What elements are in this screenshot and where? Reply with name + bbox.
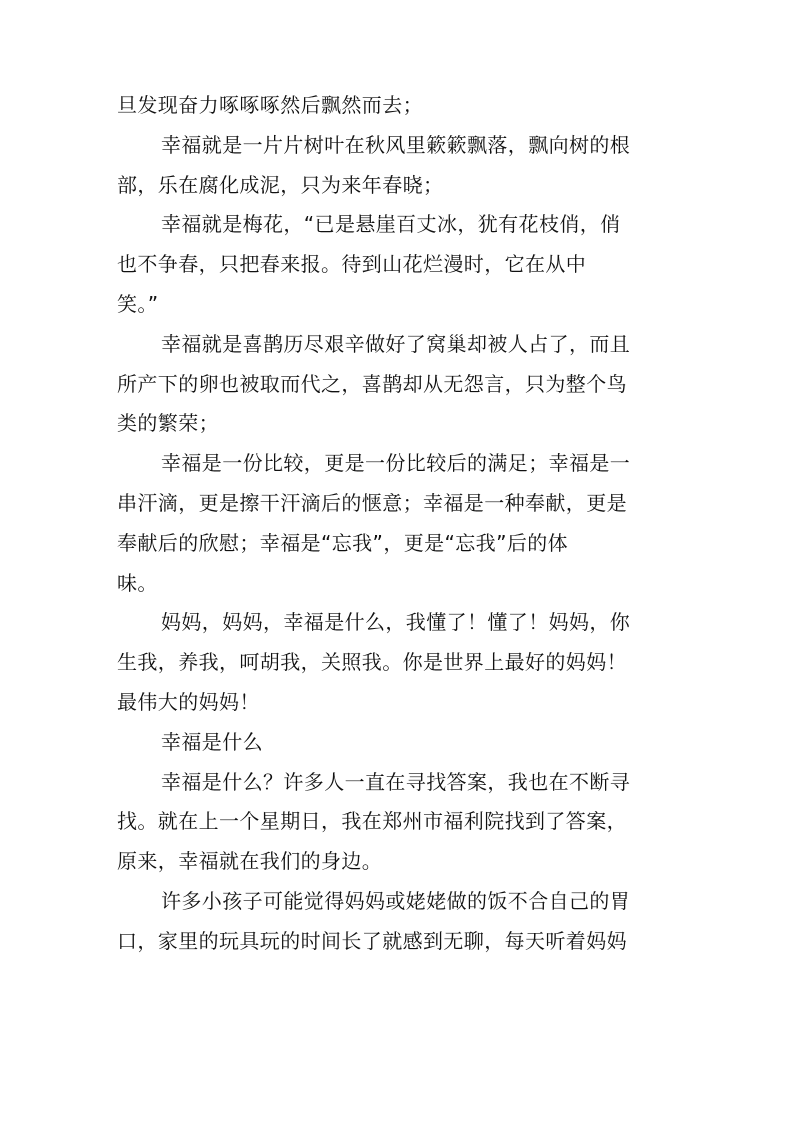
text-line: 幸福就是一片片树叶在秋风里簌簌飘落，飘向树的根 [161,132,631,157]
text-line: 旦发现奋力啄啄啄然后飘然而去； [117,93,423,117]
text-line: 串汗滴，更是擦干汗滴后的惬意；幸福是一种奉献，更是 [117,490,627,515]
text-line: 许多小孩子可能觉得妈妈或姥姥做的饭不合自己的胃 [161,888,631,913]
text-line: 原来，幸福就在我们的身边。 [117,849,383,874]
text-line: 口，家里的玩具玩的时间长了就感到无聊，每天听着妈妈 [117,928,627,953]
paragraph [117,126,657,206]
text-line: 奉献后的欣慰；幸福是“忘我”，更是“忘我”后的体 [117,530,569,555]
text-line: 妈妈，妈妈，幸福是什么，我懂了！懂了！妈妈，你 [161,610,631,635]
text-line: 幸福是什么？许多人一直在寻找答案，我也在不断寻 [161,769,631,794]
paragraph [117,205,657,324]
paragraph [117,325,657,444]
text-line: 幸福是一份比较，更是一份比较后的满足；幸福是一 [161,451,631,476]
paragraph [117,723,657,763]
text-line: 所产下的卵也被取而代之，喜鹊却从无怨言，只为整个鸟 [117,371,627,396]
text-line: 找。就在上一个星期日，我在郑州市福利院找到了答案， [117,809,627,834]
paragraph [117,444,657,603]
text-line: 最伟大的妈妈！ [117,689,260,714]
text-line: 幸福是什么 [161,729,263,754]
text-line: 也不争春，只把春来报。待到山花烂漫时，它在从中 [117,252,587,277]
text-line: 幸福就是喜鹊历尽艰辛做好了窝巢却被人占了，而且 [161,331,631,356]
text-line: 味。 [117,570,158,595]
paragraph [117,86,657,126]
text-line: 笑。” [117,291,159,316]
document-body [117,86,657,962]
paragraph [117,763,657,882]
paragraph [117,603,657,722]
text-line: 部，乐在腐化成泥，只为来年春晓； [117,172,444,197]
text-line: 幸福就是梅花，“已是悬崖百丈冰，犹有花枝俏，俏 [161,212,621,237]
text-line: 类的繁荣； [117,411,219,436]
paragraph [117,882,657,962]
text-line: 生我，养我，呵胡我，关照我。你是世界上最好的妈妈！ [117,650,627,675]
